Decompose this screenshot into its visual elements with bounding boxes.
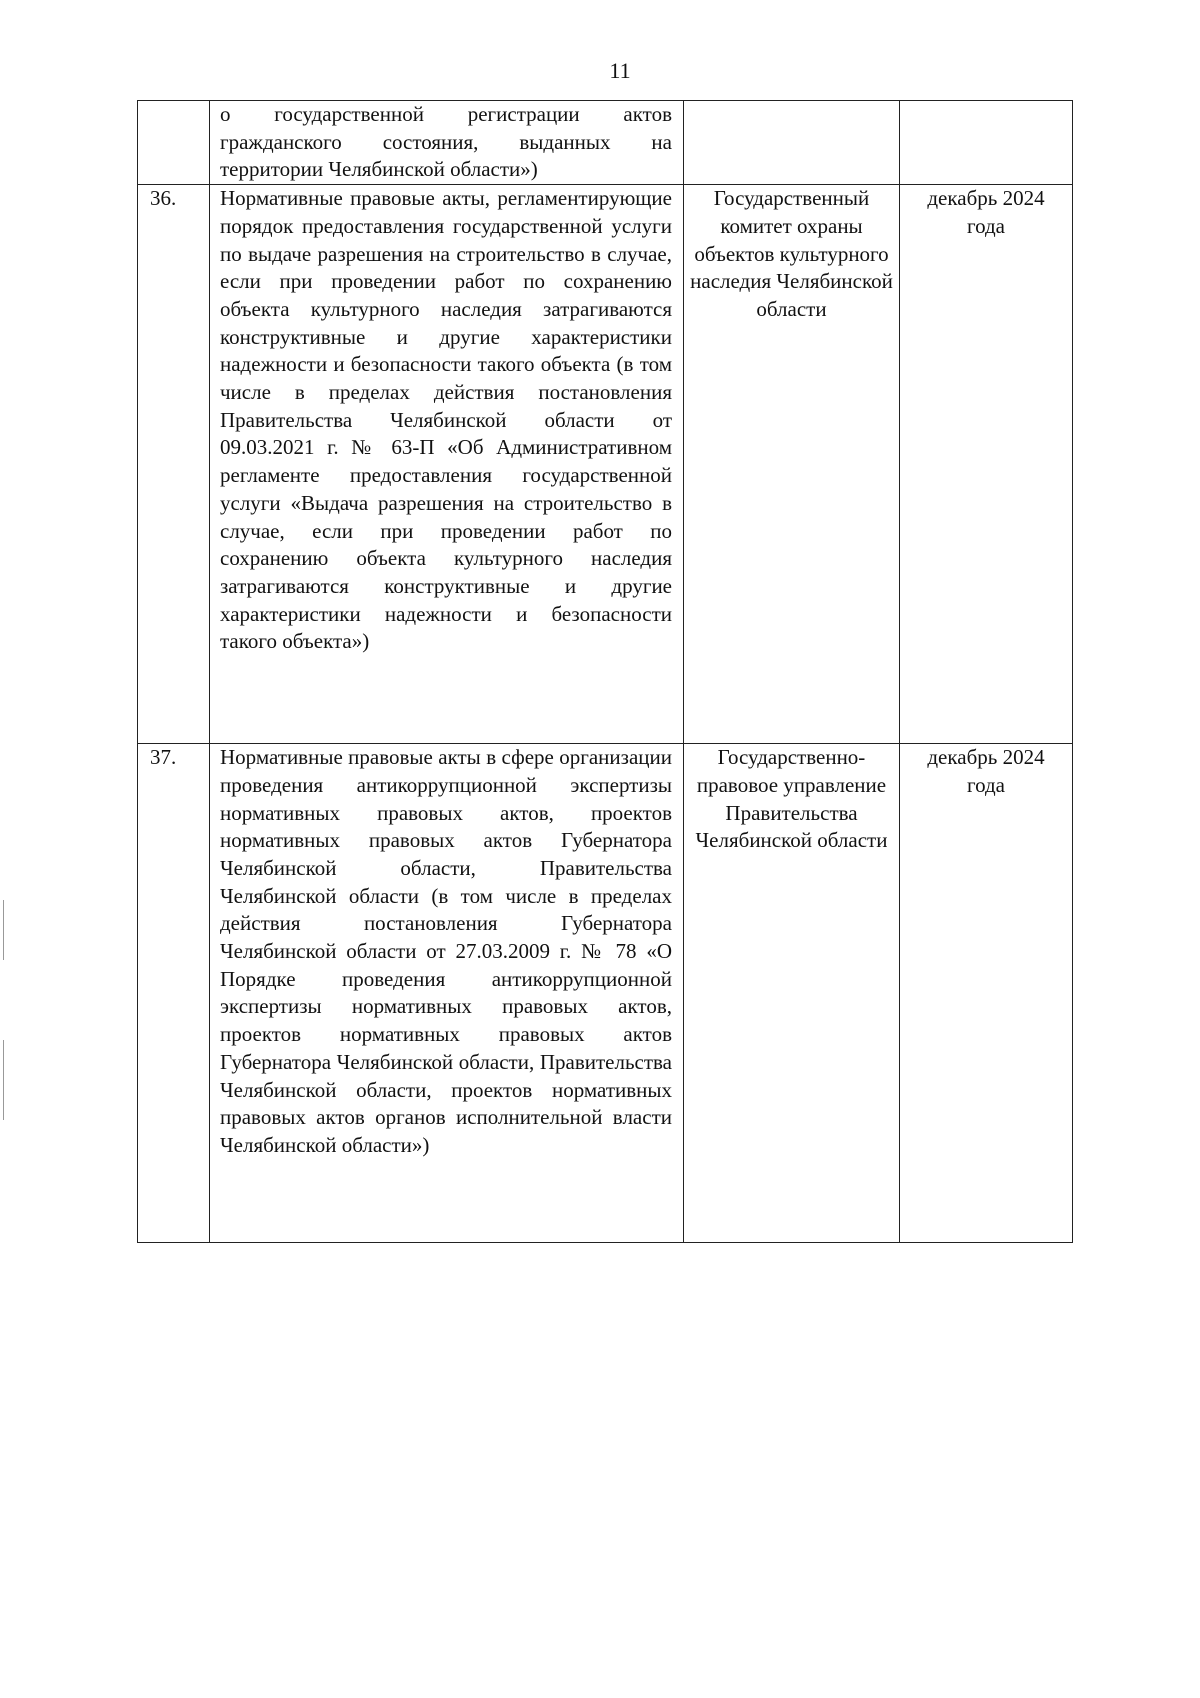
row-deadline: декабрь 2024 года	[927, 186, 1045, 238]
scan-margin-mark	[3, 1040, 4, 1120]
deadline-cell	[900, 744, 1073, 1243]
responsible-cell	[684, 744, 900, 1243]
responsible-cell	[684, 185, 900, 744]
row-description: Нормативные правовые акты, регламентирующие порядок предоставления государственной услуги по выдаче разрешения на строительство в случае, если при проведении работ по сохранению объекта культурного наследия затрагиваются конструктивные и другие характеристики надежности и безопасности такого объекта (в том числе в пределах действия постановления Правительства Челябинской области от 09.03.2021 г. № 63-П «Об Административном регламенте предоставления государственной услуги «Выдача разрешения на строительство в случае, если при проведении работ по сохранению объекта культурного наследия затрагиваются конструктивные и другие характеристики надежности и безопасности такого объекта»)	[220, 186, 672, 654]
row-responsible: Государственно-правовое управление Правительства Челябинской области	[695, 745, 888, 853]
row-number-cell	[138, 744, 210, 1243]
row-number-cell	[138, 185, 210, 744]
table-row	[138, 101, 1073, 185]
deadline-cell	[900, 101, 1073, 185]
description-cell	[210, 101, 684, 185]
row-responsible: Государственный комитет охраны объектов культурного наследия Челябинской области	[690, 186, 893, 321]
page-number: 11	[609, 58, 631, 83]
description-cell	[210, 744, 684, 1243]
document-table	[137, 100, 1073, 1243]
scan-margin-mark	[3, 900, 4, 960]
row-number-cell	[138, 101, 210, 185]
responsible-cell	[684, 101, 900, 185]
row-description: о государственной регистрации актов гражданского состояния, выданных на территории Челябинской области»)	[220, 102, 672, 182]
description-cell	[210, 185, 684, 744]
table-row	[138, 744, 1073, 1243]
row-deadline: декабрь 2024 года	[927, 745, 1045, 797]
table-row	[138, 185, 1073, 744]
deadline-cell	[900, 185, 1073, 744]
row-number: 36.	[150, 186, 177, 211]
row-number: 37.	[150, 745, 177, 770]
row-description: Нормативные правовые акты в сфере организации проведения антикоррупционной экспертизы нормативных правовых актов, проектов нормативных правовых актов Губернатора Челябинской области, Правительства Челябинской области (в том числе в пределах действия постановления Губернатора Челябинской области от 27.03.2009 г. № 78 «О Порядке проведения антикоррупционной экспертизы нормативных правовых актов, проектов нормативных правовых актов Губернатора Челябинской области, Правительства Челябинской области, проектов нормативных правовых актов органов исполнительной власти Челябинской области»)	[220, 745, 672, 1157]
